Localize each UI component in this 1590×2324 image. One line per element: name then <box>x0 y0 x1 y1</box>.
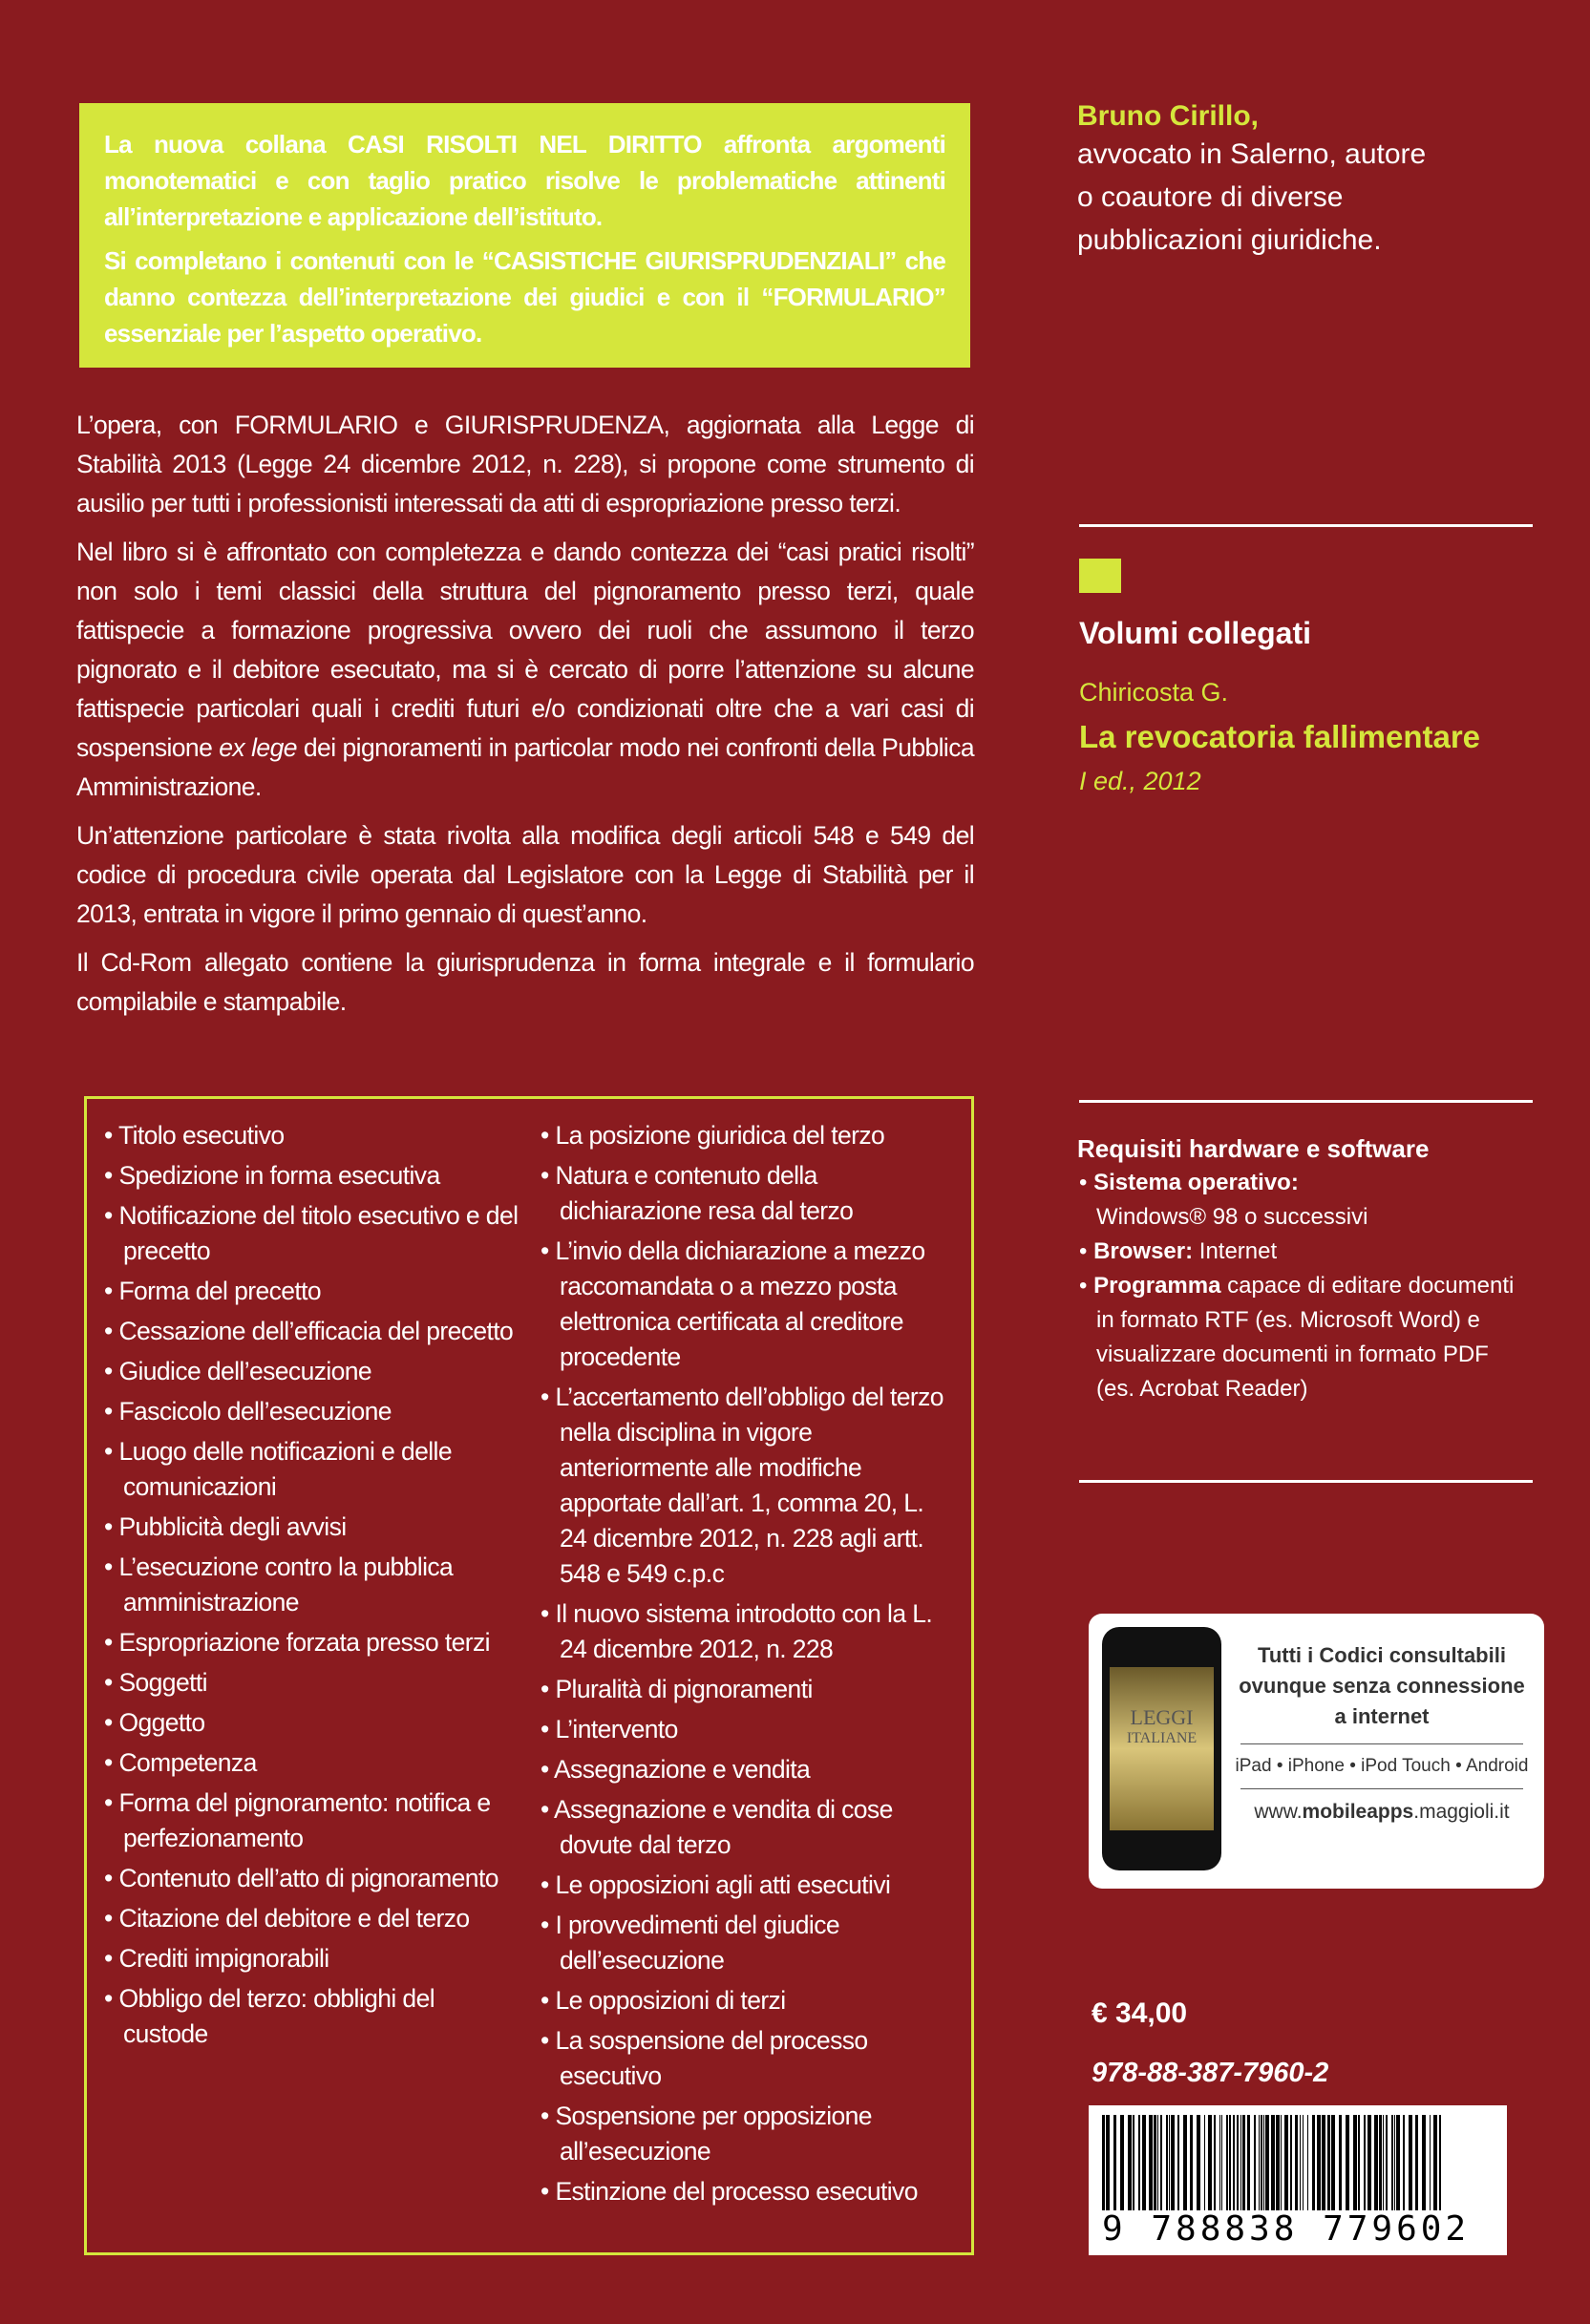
contents-item: • Il nuovo sistema introdotto con la L. 24 dicembre 2012, n. 228 <box>539 1596 956 1667</box>
barcode-bar <box>1433 2115 1437 2210</box>
label: Sistema operativo: <box>1093 1170 1299 1195</box>
url-part: .maggioli.it <box>1413 1801 1510 1823</box>
author-name: Bruno Cirillo, <box>1077 100 1259 132</box>
contents-item: • I provvedimenti del giudice dell’esecuzione <box>539 1908 956 1978</box>
barcode-bar <box>1317 2115 1321 2210</box>
value: capace di editare documenti in formato RTF (es. Microsoft Word) e visualizzare documenti in formato PDF (es. Acrobat Reader) <box>1096 1273 1515 1402</box>
price: € 34,00 <box>1092 1997 1188 2029</box>
requirements-heading: Requisiti hardware e software <box>1077 1134 1430 1163</box>
barcode-bar <box>1386 2115 1388 2210</box>
description-paragraph: L’opera, con FORMULARIO e GIURISPRUDENZA, aggiornata alla Legge di Stabilità 2013 (Legge 24 dicembre 2012, n. 228), si propone come strumento di ausilio per tutti i professionisti interessati da atti di espropriazione presso terzi. <box>76 411 974 518</box>
barcode-bar <box>1226 2115 1228 2210</box>
contents-item: • Obbligo del terzo: obblighi del custode <box>102 1981 519 2052</box>
req-os: • Sistema operativo: Windows® 98 o successivi <box>1079 1170 1368 1230</box>
barcode-bar <box>1242 2115 1245 2210</box>
contents-item: • Competenza <box>102 1745 519 1781</box>
related-title: La revocatoria fallimentare <box>1079 719 1481 754</box>
description <box>76 406 974 1022</box>
label: Browser: <box>1093 1238 1194 1264</box>
barcode-bar <box>1374 2115 1378 2210</box>
barcode-bar <box>1133 2115 1134 2210</box>
barcode-bar <box>1247 2115 1250 2210</box>
barcode-bar <box>1422 2115 1426 2210</box>
barcode-bar <box>1106 2115 1110 2210</box>
barcode-bar <box>1138 2115 1140 2210</box>
label: Programma <box>1093 1273 1221 1299</box>
barcode-bar <box>1295 2115 1298 2210</box>
contents-item: • Pluralità di pignoramenti <box>539 1672 956 1707</box>
barcode-bar <box>1403 2115 1405 2210</box>
barcode-bar <box>1149 2115 1153 2210</box>
contents-item: • Sospensione per opposizione all’esecuzione <box>539 2099 956 2169</box>
logo-text: LEGGI <box>1130 1705 1194 1729</box>
barcode-bar <box>1379 2115 1382 2210</box>
barcode-bar <box>1265 2115 1269 2210</box>
contents-item: • Contenuto dell’atto di pignoramento <box>102 1861 519 1896</box>
barcode-bar <box>1353 2115 1357 2210</box>
contents-item: • Natura e contenuto della dichiarazione resa dal terzo <box>539 1158 956 1229</box>
contents-item: • Spedizione in forma esecutiva <box>102 1158 519 1194</box>
barcode-bar <box>1157 2115 1158 2210</box>
ad-url[interactable] <box>1233 1801 1531 1824</box>
divider <box>1240 1788 1523 1789</box>
url-part: mobileapps <box>1302 1801 1414 1823</box>
barcode-bar <box>1254 2115 1256 2210</box>
contents-item: • Le opposizioni agli atti esecutivi <box>539 1868 956 1903</box>
url-part: www. <box>1254 1801 1303 1823</box>
contents-item: • Forma del pignoramento: notifica e perfezionamento <box>102 1785 519 1856</box>
author-block <box>1077 100 1536 262</box>
barcode-bar <box>1312 2115 1315 2210</box>
promo-text: La nuova collana CASI RISOLTI NEL DIRITTO affronta argomenti monotematici e con taglio pratico risolve le problematiche attinenti all’interpretazione e applicazione dell’istituto. <box>104 130 945 231</box>
barcode-bar <box>1259 2115 1260 2210</box>
barcode-bar <box>1142 2115 1146 2210</box>
divider <box>1079 1100 1533 1103</box>
contents-item: • Titolo esecutivo <box>102 1118 519 1153</box>
contents-item: • Soggetti <box>102 1665 519 1701</box>
barcode-bar <box>1367 2115 1371 2210</box>
contents-item: • Forma del precetto <box>102 1274 519 1309</box>
divider <box>1079 524 1533 527</box>
contents-list-box <box>84 1096 974 2255</box>
divider <box>1079 1480 1533 1483</box>
contents-item: • Assegnazione e vendita <box>539 1752 956 1787</box>
contents-item: • Assegnazione e vendita di cose dovute dal terzo <box>539 1792 956 1863</box>
contents-column-left <box>102 1118 519 2233</box>
barcode-bar <box>1128 2115 1132 2210</box>
barcode-bar <box>1303 2115 1304 2210</box>
ad-text <box>1221 1627 1531 1875</box>
barcode-bar <box>1358 2115 1360 2210</box>
barcode-bar <box>1290 2115 1292 2210</box>
barcode <box>1089 2105 1507 2255</box>
related-author: Chiricosta G. <box>1079 678 1229 707</box>
divider <box>1240 1743 1523 1744</box>
barcode-bar <box>1430 2115 1431 2210</box>
barcode-bar <box>1208 2115 1212 2210</box>
text: dei pignoramenti in particolar modo nei confronti della Pubblica Amministrazione. <box>76 733 974 801</box>
contents-item: • Cessazione dell’efficacia del precetto <box>102 1314 519 1349</box>
requirements <box>1077 1131 1526 1406</box>
related-volumes <box>1079 616 1537 796</box>
contents-item: • L’esecuzione contro la pubblica amministrazione <box>102 1550 519 1620</box>
barcode-bar <box>1102 2115 1105 2210</box>
barcode-bar <box>1214 2115 1216 2210</box>
contents-item: • L’accertamento dell’obbligo del terzo nella disciplina in vigore anteriormente alle modifiche apportate dall’art. 1, comma 20, L. 24 dicembre 2012, n. 228 agli artt. 548 e 549 c.p.c <box>539 1380 956 1592</box>
barcode-bar <box>1169 2115 1170 2210</box>
barcode-bar <box>1439 2115 1441 2210</box>
barcode-bar <box>1331 2115 1335 2210</box>
barcode-bar <box>1190 2115 1193 2210</box>
barcode-bar <box>1120 2115 1124 2210</box>
barcode-bar <box>1263 2115 1264 2210</box>
contents-item: • Luogo delle notificazioni e delle comunicazioni <box>102 1434 519 1505</box>
isbn: 978-88-387-7960-2 <box>1092 2058 1329 2088</box>
barcode-bar <box>1233 2115 1235 2210</box>
ad-platforms: iPad • iPhone • iPod Touch • Android <box>1235 1756 1529 1776</box>
barcode-bar <box>1271 2115 1275 2210</box>
series-promo-box <box>79 103 970 368</box>
barcode-bar <box>1396 2115 1400 2210</box>
barcode-bar <box>1276 2115 1280 2210</box>
contents-item: • L’invio della dichiarazione a mezzo raccomandata o a mezzo posta elettronica certificata al creditore procedente <box>539 1234 956 1375</box>
contents-item: • Citazione del debitore e del terzo <box>102 1901 519 1936</box>
contents-item: • La sospensione del processo esecutivo <box>539 2023 956 2094</box>
contents-item: • Crediti impignorabili <box>102 1941 519 1976</box>
contents-item: • Le opposizioni di terzi <box>539 1983 956 2018</box>
barcode-bar <box>1166 2115 1168 2210</box>
barcode-bar <box>1219 2115 1220 2210</box>
barcode-digits: 9 788838 779602 <box>1102 2209 1471 2249</box>
author-bio: avvocato in Salerno, autore o coautore di diverse pubblicazioni giuridiche. <box>1077 138 1427 256</box>
barcode-bar <box>1160 2115 1162 2210</box>
promo-text: Si completano i contenuti con le “CASISTICHE GIURISPRUDENZIALI” che danno contezza dell’interpretazione dei giudici e con il “FORMULARIO” essenziale per l’aspetto operativo. <box>104 246 945 348</box>
contents-item: • Pubblicità degli avvisi <box>102 1510 519 1545</box>
app-screen <box>1110 1667 1214 1830</box>
contents-item: • L’intervento <box>539 1712 956 1747</box>
description-paragraph: Il Cd-Rom allegato contiene la giurisprudenza in forma integrale e il formulario compilabile e stampabile. <box>76 948 974 1016</box>
barcode-bar <box>1322 2115 1325 2210</box>
barcode-bars <box>1102 2115 1494 2210</box>
barcode-bar <box>1197 2115 1200 2210</box>
barcode-bar <box>1204 2115 1205 2210</box>
contents-item: • Espropriazione forzata presso terzi <box>102 1625 519 1660</box>
contents-item: • Notificazione del titolo esecutivo e del precetto <box>102 1198 519 1269</box>
description-paragraph <box>76 533 974 807</box>
mobile-app-ad <box>1089 1614 1544 1889</box>
barcode-bar <box>1183 2115 1187 2210</box>
barcode-bar <box>1177 2115 1179 2210</box>
req-browser: • Browser: Internet <box>1079 1238 1278 1264</box>
related-edition: I ed., 2012 <box>1079 767 1201 795</box>
barcode-bar <box>1221 2115 1222 2210</box>
barcode-bar <box>1327 2115 1330 2210</box>
contents-item: • La posizione giuridica del terzo <box>539 1118 956 1153</box>
barcode-bar <box>1394 2115 1395 2210</box>
barcode-bar <box>1113 2115 1116 2210</box>
contents-item: • Estinzione del processo esecutivo <box>539 2174 956 2209</box>
value: Windows® 98 o successivi <box>1096 1204 1368 1230</box>
barcode-bar <box>1284 2115 1288 2210</box>
barcode-bar <box>1409 2115 1412 2210</box>
description-paragraph: Un’attenzione particolare è stata rivolta alla modifica degli articoli 548 e 549 del codice di procedura civile operata dal Legislatore con la Legge di Stabilità per il 2013, entrata in vigore il primo gennaio di quest’anno. <box>76 821 974 928</box>
barcode-bar <box>1415 2115 1418 2210</box>
ad-headline: Tutti i Codici consultabili ovunque senza connessione a internet <box>1239 1643 1525 1728</box>
text: Nel libro si è affrontato con completezza e dando contezza dei “casi pratici risolti” non solo i temi classici della struttura del pignoramento presso terzi, quale fattispecie a formazione progressiva ovvero dei ruoli che assumono il terzo pignorato e il debitore esecutato, ma si è cercato di porre l’attenzione su alcune fattispecie particolari quali i crediti futuri e/o condizionati oltre che a vari casi di sospensione <box>76 538 974 762</box>
barcode-bar <box>1364 2115 1366 2210</box>
barcode-bar <box>1229 2115 1231 2210</box>
barcode-bar <box>1154 2115 1156 2210</box>
barcode-bar <box>1391 2115 1393 2210</box>
logo-text: ITALIANE <box>1126 1730 1198 1746</box>
barcode-bar <box>1237 2115 1239 2210</box>
contents-item: • Oggetto <box>102 1705 519 1741</box>
text-italic: ex lege <box>219 733 297 762</box>
barcode-bar <box>1307 2115 1308 2210</box>
related-heading: Volumi collegati <box>1079 616 1311 650</box>
barcode-bar <box>1281 2115 1282 2210</box>
phone-image <box>1102 1627 1221 1870</box>
req-program: • Programma capace di editare documenti in formato RTF (es. Microsoft Word) e visualizzare documenti in formato PDF (es. Acrobat Reader) <box>1079 1273 1515 1402</box>
barcode-bar <box>1346 2115 1349 2210</box>
contents-column-right <box>519 1118 956 2233</box>
accent-square <box>1079 559 1121 593</box>
barcode-bar <box>1339 2115 1342 2210</box>
value: Internet <box>1193 1238 1278 1264</box>
barcode-bar <box>1171 2115 1175 2210</box>
contents-item: • Giudice dell’esecuzione <box>102 1354 519 1389</box>
barcode-bar <box>1300 2115 1301 2210</box>
barcode-bar <box>1383 2115 1384 2210</box>
barcode-bar <box>1261 2115 1262 2210</box>
barcode-bar <box>1240 2115 1241 2210</box>
contents-item: • Fascicolo dell’esecuzione <box>102 1394 519 1429</box>
